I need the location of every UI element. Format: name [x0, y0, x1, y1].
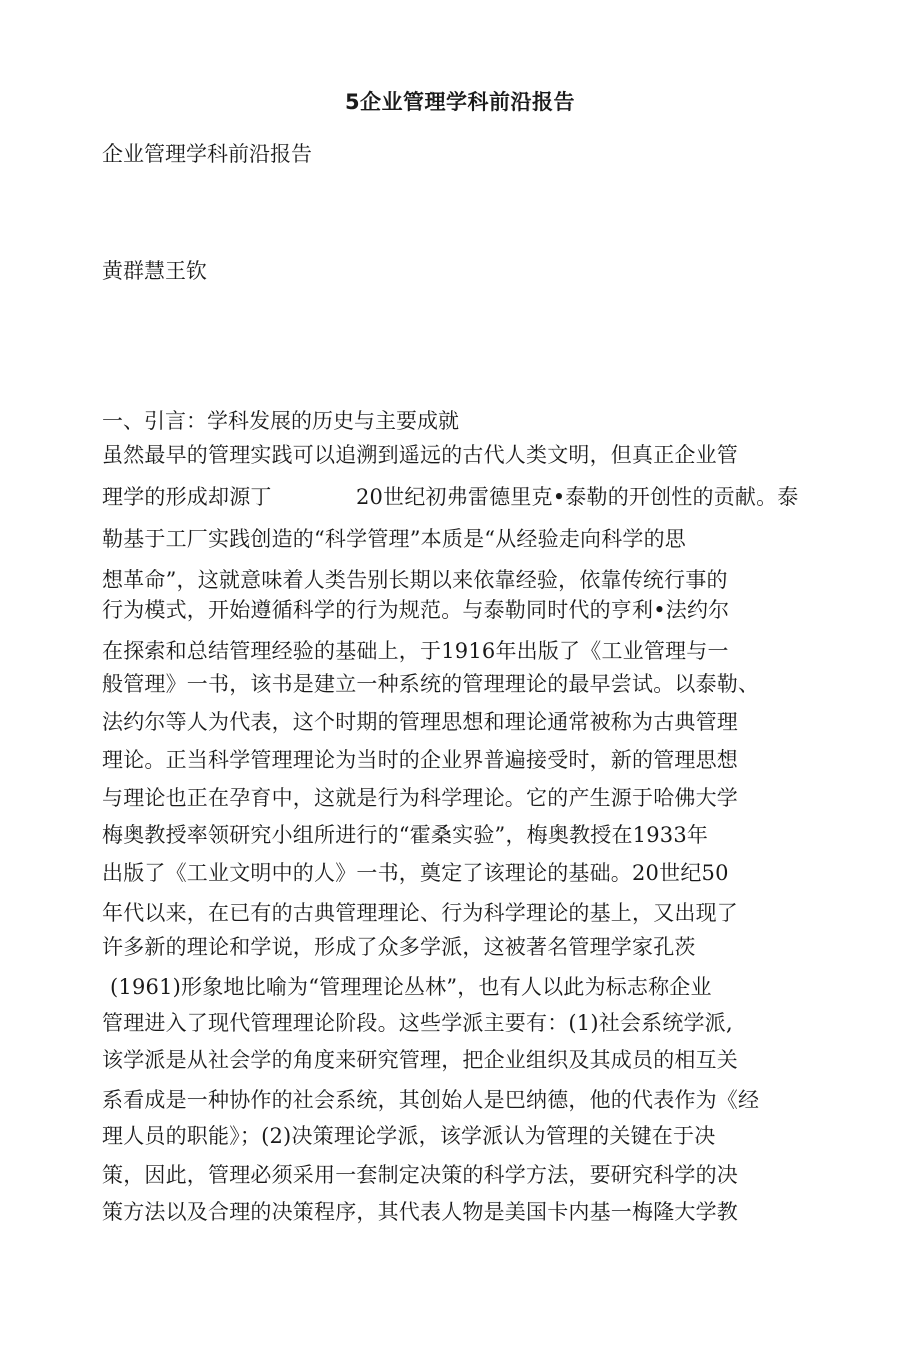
body-line: 系看成是一种协作的社会系统，其创始人是巴纳德，他的代表作为《经 [102, 1088, 760, 1112]
body-line: (1961)形象地比喻为“管理理论丛林”，也有人以此为标志称企业 [110, 975, 712, 999]
body-line: 理人员的职能》；(2)决策理论学派，该学派认为管理的关键在于决 [102, 1124, 716, 1148]
body-line: 梅奥教授率领研究小组所进行的“霍桑实验”，梅奥教授在1933年 [102, 823, 709, 847]
page-title: 5企业管理学科前沿报告 [344, 90, 576, 114]
body-line: 20世纪初弗雷德里克•泰勒的开创性的贡献。泰 [356, 485, 799, 509]
body-line: 想革命”，这就意味着人类告别长期以来依靠经验，依靠传统行事的 [102, 568, 728, 592]
body-line: 年代以来，在已有的古典管理理论、行为科学理论的基上，又出现了 [102, 901, 738, 925]
body-line: 勒基于工厂实践创造的“科学管理”本质是“从经验走向科学的思 [102, 527, 687, 551]
body-line: 许多新的理论和学说，形成了众多学派，这被著名管理学家孔茨 [102, 935, 696, 959]
body-line: 该学派是从社会学的角度来研究管理，把企业组织及其成员的相互关 [102, 1048, 738, 1072]
body-line: 管理进入了现代管理理论阶段。这些学派主要有：(1)社会系统学派, [102, 1011, 733, 1035]
body-line: 理论。正当科学管理理论为当时的企业界普遍接受时，新的管理思想 [102, 748, 738, 772]
body-line: 在探索和总结管理经验的基础上，于1916年出版了《工业管理与一 [102, 639, 729, 663]
body-line: 策，因此，管理必须采用一套制定决策的科学方法，要研究科学的决 [102, 1163, 738, 1187]
body-line: 理学的形成却源丁 [102, 485, 272, 509]
body-line: 虽然最早的管理实践可以追溯到遥远的古代人类文明，但真正企业管 [102, 443, 738, 467]
section-heading: 一、引言：学科发展的历史与主要成就 [102, 409, 459, 433]
body-line: 般管理》一书，该书是建立一种系统的管理理论的最早尝试。以泰勒、 [102, 672, 760, 696]
body-line: 策方法以及合理的决策程序，其代表人物是美国卡内基一梅隆大学教 [102, 1200, 738, 1224]
body-line: 法约尔等人为代表，这个时期的管理思想和理论通常被称为古典管理 [102, 710, 738, 734]
document-subtitle: 企业管理学科前沿报告 [102, 142, 312, 166]
body-line: 出版了《工业文明中的人》一书，奠定了该理论的基础。20世纪50 [102, 861, 729, 885]
authors: 黄群慧王钦 [102, 259, 207, 283]
body-line: 与理论也正在孕育中，这就是行为科学理论。它的产生源于哈佛大学 [102, 786, 738, 810]
body-line: 行为模式，开始遵循科学的行为规范。与泰勒同时代的亨利•法约尔 [102, 598, 730, 622]
